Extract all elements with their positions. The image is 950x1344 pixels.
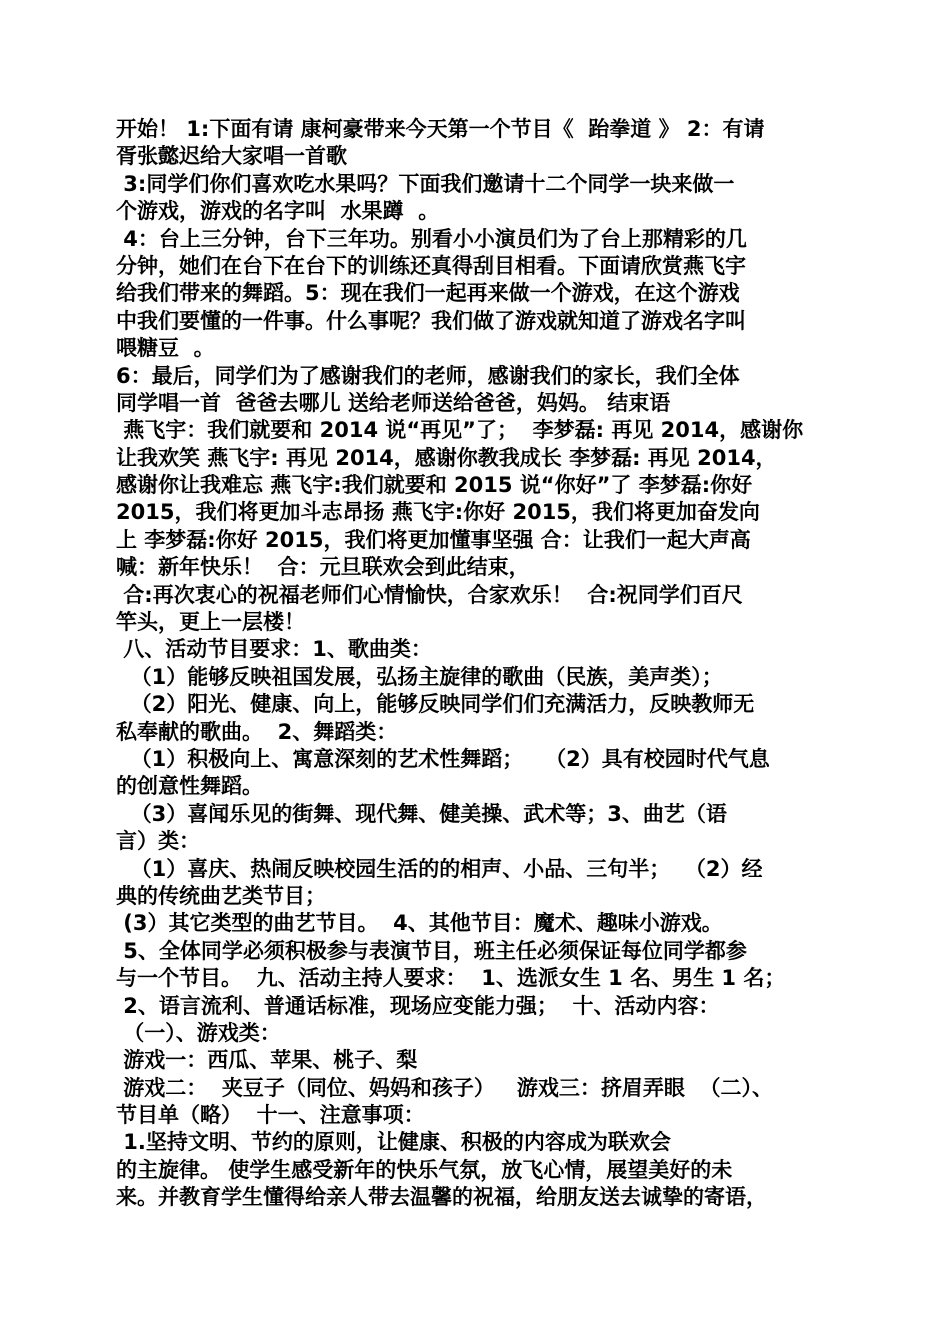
text-line: 典的传统曲艺类节目； <box>116 883 326 908</box>
document-body <box>116 116 836 1212</box>
text-line: 让我欢笑 燕飞宇: 再见 2014，感谢你教我成长 李梦磊: 再见 2014， <box>116 445 777 470</box>
text-line: 游戏二： 夹豆子（同位、妈妈和孩子） 游戏三：挤眉弄眼 （二）、 <box>116 1075 773 1100</box>
text-line: 开始！ 1:下面有请 康柯豪带来今天第一个节目《 跆拳道 》 2：有请 <box>116 117 765 141</box>
text-line: 私奉献的歌曲。 2、舞蹈类： <box>116 719 398 744</box>
text-line: （1）喜庆、热闹反映校园生活的的相声、小品、三句半； （2）经 <box>116 856 763 881</box>
text-line: 1.坚持文明、节约的原则，让健康、积极的内容成为联欢会 <box>116 1130 671 1155</box>
text-line: （1）能够反映祖国发展，弘扬主旋律的歌曲（民族，美声类）； <box>116 664 723 689</box>
text-line: 上 李梦磊:你好 2015，我们将更加懂事坚强 合：让我们一起大声高 <box>116 527 751 552</box>
text-line: 给我们带来的舞蹈。5：现在我们一起再来做一个游戏，在这个游戏 <box>116 281 740 306</box>
text-line: 喊：新年快乐！ 合：元旦联欢会到此结束， <box>116 555 530 580</box>
text-line: （2）阳光、健康、向上，能够反映同学们们充满活力，反映教师无 <box>116 692 755 717</box>
text-line: 与一个节目。 九、活动主持人要求： 1、选派女生 1 名、男生 1 名； <box>116 966 786 991</box>
text-line: 5、全体同学必须积极参与表演节目，班主任必须保证每位同学都参 <box>116 938 747 963</box>
text-line: 节目单（略） 十一、注意事项： <box>116 1103 425 1128</box>
text-line: 2、语言流利、普通话标准，现场应变能力强； 十、活动内容： <box>116 993 720 1018</box>
text-line: 合:再次衷心的祝福老师们心情愉快，合家欢乐！ 合:祝同学们百尺 <box>116 582 743 607</box>
text-line: 言）类： <box>116 829 200 854</box>
text-line: 喂糖豆 。 <box>116 336 215 361</box>
text-line: （一）、游戏类： <box>116 1020 281 1045</box>
text-line: 的创意性舞蹈。 <box>116 774 263 799</box>
text-line: (3）其它类型的曲艺节目。 4、其他节目：魔术、趣味小游戏。 <box>116 911 723 936</box>
text-line: 的主旋律。 使学生感受新年的快乐气氛，放飞心情，展望美好的未 <box>116 1157 733 1182</box>
text-line: 燕飞宇：我们就要和 2014 说“再见”了； 李梦磊: 再见 2014，感谢你 <box>116 418 804 443</box>
text-line: 分钟，她们在台下在台下的训练还真得刮目相看。下面请欣赏燕飞宇 <box>116 253 746 278</box>
text-line: 胥张懿迟给大家唱一首歌 <box>116 144 347 169</box>
text-line: 同学唱一首 爸爸去哪儿 送给老师送给爸爸，妈妈。 结束语 <box>116 390 671 415</box>
text-line: 6：最后，同学们为了感谢我们的老师，感谢我们的家长，我们全体 <box>116 363 740 388</box>
text-line: 八、活动节目要求：1、歌曲类： <box>116 637 432 662</box>
text-line: 游戏一：西瓜、苹果、桃子、梨 <box>116 1048 418 1073</box>
text-line: 中我们要懂的一件事。什么事呢？我们做了游戏就知道了游戏名字叫 <box>116 308 746 333</box>
text-line: （3）喜闻乐见的街舞、现代舞、健美操、武术等；3、曲艺（语 <box>116 801 727 826</box>
text-line: 2015，我们将更加斗志昂扬 燕飞宇:你好 2015，我们将更加奋发向 <box>116 500 760 525</box>
text-line: 感谢你让我难忘 燕飞宇:我们就要和 2015 说“你好”了 李梦磊:你好 <box>116 473 753 498</box>
text-line: （1）积极向上、寓意深刻的艺术性舞蹈； （2）具有校园时代气息 <box>116 746 770 771</box>
text-line: 竿头，更上一层楼！ <box>116 610 305 635</box>
text-line: 个游戏，游戏的名字叫 水果蹲 。 <box>116 199 440 224</box>
text-line: 3:同学们你们喜欢吃水果吗？下面我们邀请十二个同学一块来做一 <box>116 171 735 196</box>
text-line: 4：台上三分钟，台下三年功。别看小小演员们为了台上那精彩的几 <box>116 226 747 251</box>
text-line: 来。并教育学生懂得给亲人带去温馨的祝福，给朋友送去诚挚的寄语， <box>116 1185 767 1210</box>
